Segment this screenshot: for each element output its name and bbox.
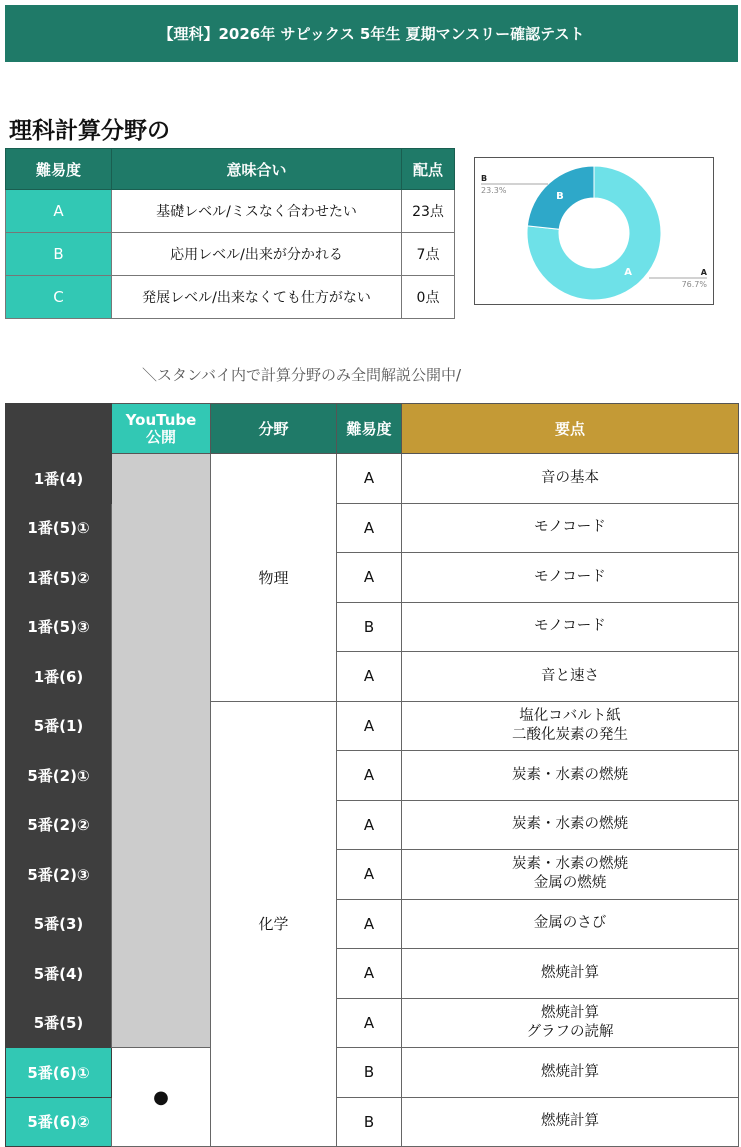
question-number: 5番(6)② xyxy=(6,1097,112,1147)
point-cell: 炭素・水素の燃焼 xyxy=(402,751,739,801)
donut-callout-label: A xyxy=(700,268,707,277)
point-cell: 燃焼計算 グラフの読解 xyxy=(402,998,739,1048)
question-header-row xyxy=(6,404,739,454)
point-header: 要点 xyxy=(402,404,739,454)
point-cell: モノコード xyxy=(402,553,739,603)
donut-slice-label: B xyxy=(556,191,564,203)
youtube-header: YouTube 公開 xyxy=(112,404,211,454)
question-number: 1番(5)① xyxy=(6,503,112,553)
difficulty-row xyxy=(6,190,455,233)
header-title: 【理科】2026年 サピックス 5年生 夏期マンスリー確認テスト xyxy=(158,25,585,43)
difficulty-cell: A xyxy=(337,751,402,801)
donut-chart xyxy=(475,158,713,304)
question-number: 5番(3) xyxy=(6,899,112,949)
question-number: 1番(5)③ xyxy=(6,602,112,652)
difficulty-header-row xyxy=(6,149,455,190)
field-cell: 物理 xyxy=(211,454,337,702)
difficulty-level: B xyxy=(6,233,112,276)
table-row xyxy=(6,1048,739,1098)
question-table xyxy=(5,403,739,1147)
question-number: 5番(2)③ xyxy=(6,850,112,900)
question-number: 1番(5)② xyxy=(6,553,112,603)
difficulty-meaning: 発展レベル/出来なくても仕方がない xyxy=(112,276,402,319)
meaning-header: 意味合い xyxy=(112,149,402,190)
difficulty-cell: A xyxy=(337,949,402,999)
difficulty-header: 難易度 xyxy=(6,149,112,190)
table-row xyxy=(6,454,739,504)
difficulty-table xyxy=(5,148,455,319)
difficulty-meaning: 応用レベル/出来が分かれる xyxy=(112,233,402,276)
point-cell: 燃焼計算 xyxy=(402,949,739,999)
question-number: 5番(4) xyxy=(6,949,112,999)
donut-slice-label: A xyxy=(624,266,632,278)
point-cell: 炭素・水素の燃焼 金属の燃焼 xyxy=(402,850,739,900)
difficulty-level: A xyxy=(6,190,112,233)
youtube-published-cell xyxy=(112,1048,211,1147)
published-dot-icon: ● xyxy=(153,1086,169,1108)
difficulty-cell: A xyxy=(337,850,402,900)
explanation-note: ＼スタンバイ内で計算分野のみ全問解説公開中/ xyxy=(142,366,462,384)
question-number: 5番(5) xyxy=(6,998,112,1048)
question-number: 1番(4) xyxy=(6,454,112,504)
difficulty-level: C xyxy=(6,276,112,319)
field-header: 分野 xyxy=(211,404,337,454)
point-cell: モノコード xyxy=(402,503,739,553)
difficulty-cell: A xyxy=(337,800,402,850)
section-title: 理科計算分野の xyxy=(9,118,170,144)
difficulty-cell: A xyxy=(337,701,402,751)
difficulty-row xyxy=(6,276,455,319)
question-number: 5番(6)① xyxy=(6,1048,112,1098)
difficulty-cell: A xyxy=(337,503,402,553)
question-number: 5番(2)② xyxy=(6,800,112,850)
difficulty-cell: B xyxy=(337,1048,402,1098)
donut-callout-value: 23.3% xyxy=(481,186,507,195)
difficulty-cell: A xyxy=(337,454,402,504)
points-header: 配点 xyxy=(402,149,455,190)
question-number: 1番(6) xyxy=(6,652,112,702)
difficulty-meaning: 基礎レベル/ミスなく合わせたい xyxy=(112,190,402,233)
youtube-unpublished-cell xyxy=(112,454,211,1048)
difficulty-points: 0点 xyxy=(402,276,455,319)
difficulty-points: 7点 xyxy=(402,233,455,276)
point-cell: 音と速さ xyxy=(402,652,739,702)
point-cell: 燃焼計算 xyxy=(402,1048,739,1098)
difficulty-header: 難易度 xyxy=(337,404,402,454)
difficulty-cell: A xyxy=(337,553,402,603)
donut-callout-label: B xyxy=(481,174,488,183)
point-cell: 音の基本 xyxy=(402,454,739,504)
difficulty-row xyxy=(6,233,455,276)
difficulty-points: 23点 xyxy=(402,190,455,233)
field-cell: 化学 xyxy=(211,701,337,1147)
point-cell: 金属のさび xyxy=(402,899,739,949)
difficulty-cell: B xyxy=(337,602,402,652)
difficulty-cell: A xyxy=(337,899,402,949)
donut-chart-box xyxy=(474,157,714,305)
point-cell: 燃焼計算 xyxy=(402,1097,739,1147)
donut-callout-value: 76.7% xyxy=(681,280,707,289)
question-header-blank xyxy=(6,404,112,454)
point-cell: モノコード xyxy=(402,602,739,652)
difficulty-cell: A xyxy=(337,652,402,702)
point-cell: 塩化コバルト紙 二酸化炭素の発生 xyxy=(402,701,739,751)
difficulty-cell: B xyxy=(337,1097,402,1147)
question-number: 5番(2)① xyxy=(6,751,112,801)
question-number: 5番(1) xyxy=(6,701,112,751)
point-cell: 炭素・水素の燃焼 xyxy=(402,800,739,850)
difficulty-cell: A xyxy=(337,998,402,1048)
page-header xyxy=(5,5,738,62)
